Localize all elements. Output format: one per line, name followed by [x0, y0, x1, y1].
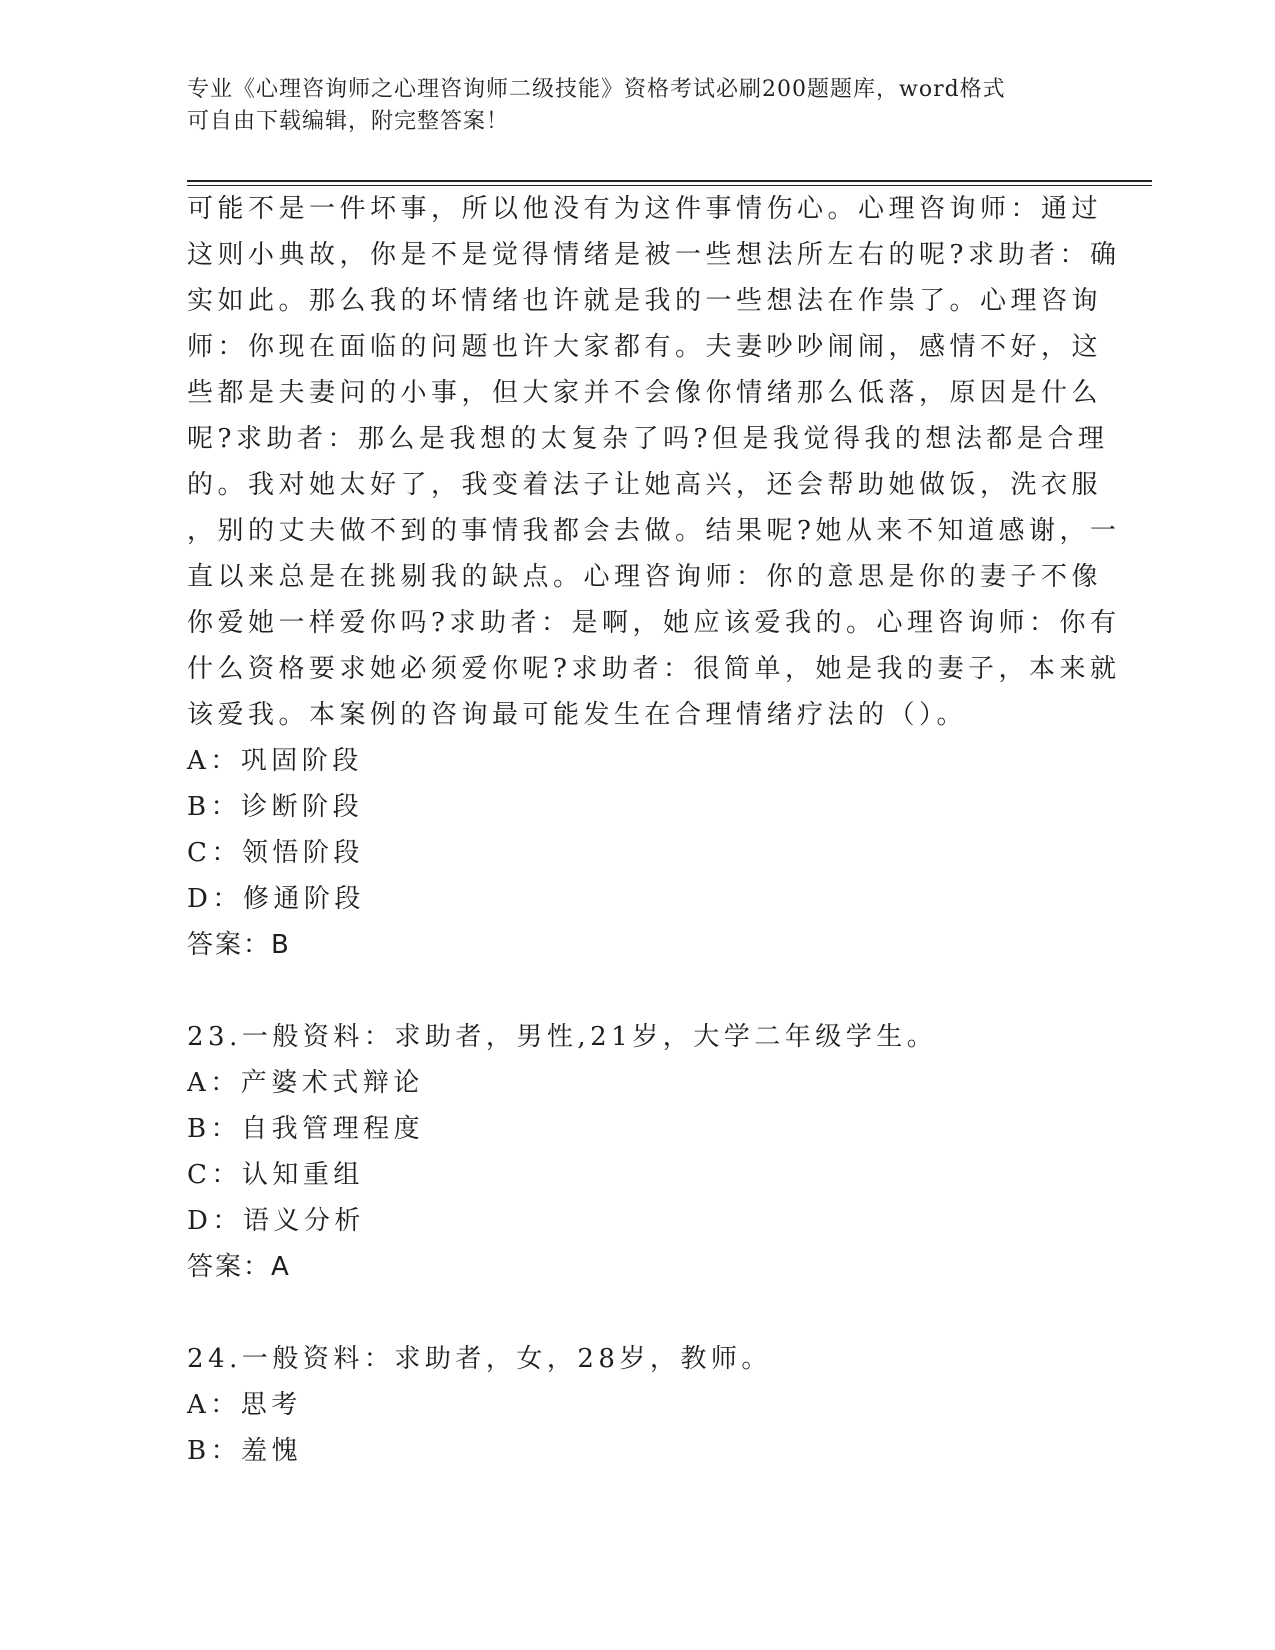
question-text-line: 什么资格要求她必须爱你呢?求助者：很简单，她是我的妻子，本来就 [187, 654, 1121, 684]
document-header [187, 74, 1087, 138]
question-text-line: 该爱我。本案例的咨询最可能发生在合理情绪疗法的（）。 [187, 700, 968, 730]
option-a: A：巩固阶段 [187, 746, 363, 776]
question-text-line: 这则小典故，你是不是觉得情绪是被一些想法所左右的呢?求助者：确 [187, 240, 1121, 270]
question-text-line: 实如此。那么我的坏情绪也许就是我的一些想法在作祟了。心理咨询 [187, 286, 1103, 316]
option-c: C：认知重组 [187, 1160, 364, 1190]
header-divider-top [187, 180, 1152, 182]
question-text-line: ，别的丈夫做不到的事情我都会去做。结果呢?她从来不知道感谢，一 [187, 516, 1121, 546]
question-23 [187, 1014, 1087, 1290]
answer-line: 答案：A [187, 1252, 291, 1282]
option-b: B：诊断阶段 [187, 792, 364, 822]
question-22 [187, 186, 1121, 968]
spacer [187, 1290, 1087, 1336]
question-stem: 24.一般资料：求助者，女，28岁，教师。 [187, 1344, 772, 1374]
spacer [187, 968, 1087, 1014]
option-a: A：产婆术式辩论 [187, 1068, 424, 1098]
option-b: B：羞愧 [187, 1436, 303, 1466]
question-text-line: 可能不是一件坏事，所以他没有为这件事情伤心。心理咨询师：通过 [187, 194, 1103, 224]
question-text-line: 的。我对她太好了，我变着法子让她高兴，还会帮助她做饭，洗衣服 [187, 470, 1103, 500]
option-b: B：自我管理程度 [187, 1114, 425, 1144]
option-d: D：修通阶段 [187, 884, 365, 914]
header-line-1: 专业《心理咨询师之心理咨询师二级技能》资格考试必刷200题题库，word格式 [187, 77, 1006, 102]
option-a: A：思考 [187, 1390, 302, 1420]
option-c: C：领悟阶段 [187, 838, 364, 868]
answer-line: 答案：B [187, 930, 291, 960]
question-text-line: 师：你现在面临的问题也许大家都有。夫妻吵吵闹闹，感情不好，这 [187, 332, 1103, 362]
question-stem: 23.一般资料：求助者，男性,21岁，大学二年级学生。 [187, 1022, 938, 1052]
question-text-line: 你爱她一样爱你吗?求助者：是啊，她应该爱我的。心理咨询师：你有 [187, 608, 1121, 638]
question-text-line: 直以来总是在挑剔我的缺点。心理咨询师：你的意思是你的妻子不像 [187, 562, 1103, 592]
question-text-line: 些都是夫妻问的小事，但大家并不会像你情绪那么低落，原因是什么 [187, 378, 1103, 408]
document-body [187, 186, 1121, 1474]
question-24 [187, 1336, 1087, 1474]
header-line-2: 可自由下载编辑，附完整答案！ [187, 109, 510, 134]
option-d: D：语义分析 [187, 1206, 365, 1236]
question-text-line: 呢?求助者：那么是我想的太复杂了吗?但是我觉得我的想法都是合理 [187, 424, 1109, 454]
